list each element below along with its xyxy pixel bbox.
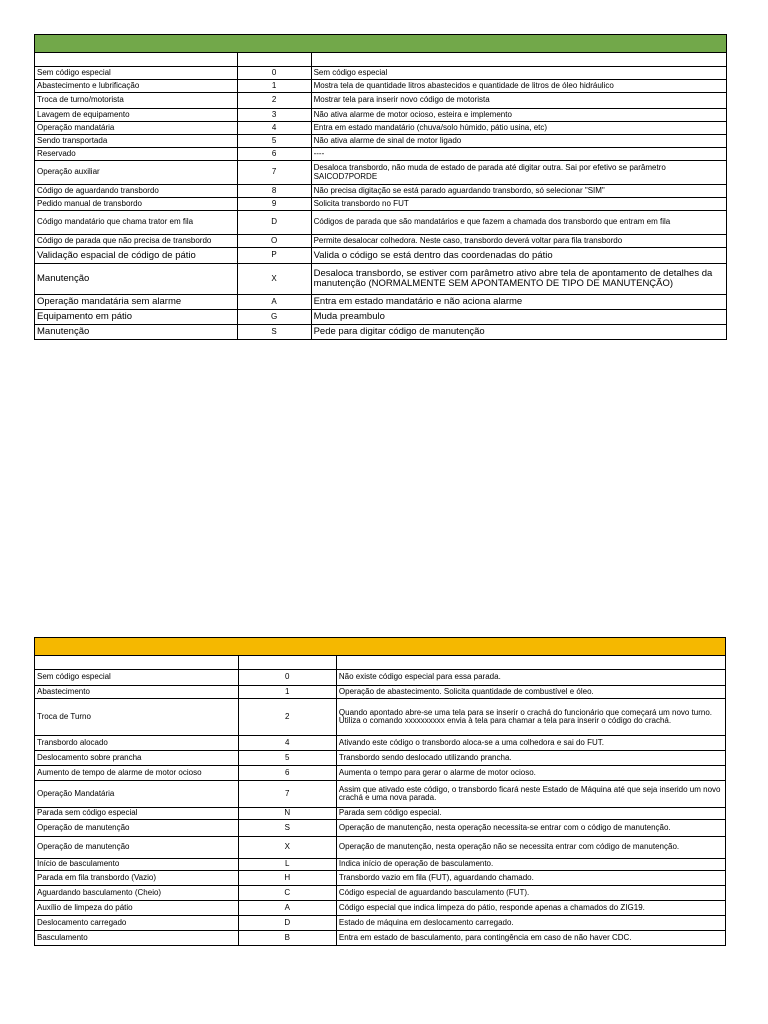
- code-description-cell: Lavagem de equipamento: [35, 109, 238, 122]
- code-value-cell: A: [238, 901, 336, 916]
- code-detail-cell: Não existe código especial para essa parada.: [336, 670, 725, 686]
- code-description-cell: Parada sem código especial: [35, 808, 239, 820]
- code-description-cell: Abastecimento: [35, 686, 239, 699]
- table-body: [35, 67, 727, 340]
- code-value-cell: C: [238, 886, 336, 901]
- code-description-cell: Sendo transportada: [35, 135, 238, 148]
- special-codes-table-1: [34, 34, 727, 340]
- code-detail-cell: Assim que ativado este código, o transbordo ficará neste Estado de Máquina até que seja inserido um novo crachá e uma nova parada.: [336, 781, 725, 808]
- code-description-cell: Auxílio de limpeza do pátio: [35, 901, 239, 916]
- code-description-cell: Operação de manutenção: [35, 837, 239, 859]
- code-description-cell: Operação mandatária sem alarme: [35, 295, 238, 310]
- code-value-cell: L: [238, 859, 336, 871]
- table-row: [35, 67, 727, 80]
- code-detail-cell: Entra em estado mandatário (chuva/solo húmido, pátio usina, etc): [311, 122, 726, 135]
- code-value-cell: A: [237, 295, 311, 310]
- code-value-cell: 1: [238, 686, 336, 699]
- code-value-cell: X: [237, 264, 311, 295]
- code-description-cell: Código mandatário que chama trator em fila: [35, 211, 238, 235]
- table-header-bar: [35, 638, 726, 656]
- code-detail-cell: Operação de manutenção, nesta operação não se necessita entrar com código de manutenção.: [336, 837, 725, 859]
- code-value-cell: G: [237, 310, 311, 325]
- code-value-cell: S: [238, 820, 336, 837]
- code-detail-cell: Mostrar tela para inserir novo código de motorista: [311, 93, 726, 109]
- table-row: [35, 135, 727, 148]
- code-value-cell: 1: [237, 80, 311, 93]
- code-detail-cell: Transbordo sendo deslocado utilizando prancha.: [336, 751, 725, 766]
- code-value-cell: 4: [238, 736, 336, 751]
- code-detail-cell: Quando apontado abre-se uma tela para se inserir o crachá do funcionário que começará um novo turno. Utiliza o comando xxxxxxxxxx envia à tela para chamar a tela para inserir o código do crachá.: [336, 699, 725, 736]
- code-value-cell: 6: [238, 766, 336, 781]
- code-detail-cell: Muda preambulo: [311, 310, 726, 325]
- code-value-cell: 4: [237, 122, 311, 135]
- code-description-cell: Operação de manutenção: [35, 820, 239, 837]
- code-value-cell: O: [237, 235, 311, 248]
- table-row: [35, 901, 726, 916]
- table-row: [35, 211, 727, 235]
- code-detail-cell: Entra em estado mandatário e não aciona alarme: [311, 295, 726, 310]
- code-detail-cell: Desaloca transbordo, se estiver com parâmetro ativo abre tela de apontamento de detalhes da manutenção (NORMALMENTE SEM APONTAMENTO DE TIPO DE MANUTENÇÃO): [311, 264, 726, 295]
- code-description-cell: Basculamento: [35, 931, 239, 946]
- table-row: [35, 871, 726, 886]
- code-detail-cell: ----: [311, 148, 726, 161]
- code-value-cell: 2: [238, 699, 336, 736]
- table-row: [35, 122, 727, 135]
- table-row: [35, 781, 726, 808]
- code-value-cell: D: [238, 916, 336, 931]
- code-detail-cell: Não precisa digitação se está parado aguardando transbordo, só selecionar "SIM": [311, 185, 726, 198]
- table-row: [35, 837, 726, 859]
- code-description-cell: Deslocamento sobre prancha: [35, 751, 239, 766]
- table-row: [35, 235, 727, 248]
- code-description-cell: Reservado: [35, 148, 238, 161]
- code-description-cell: Sem código especial: [35, 67, 238, 80]
- table-row: [35, 886, 726, 901]
- code-detail-cell: Desaloca transbordo, não muda de estado de parada até digitar outra. Sai por efetivo se parâmetro SAICOD7PORDE: [311, 161, 726, 185]
- code-description-cell: Deslocamento carregado: [35, 916, 239, 931]
- code-description-cell: Aguardando basculamento (Cheio): [35, 886, 239, 901]
- code-description-cell: Manutenção: [35, 325, 238, 340]
- code-description-cell: Troca de turno/motorista: [35, 93, 238, 109]
- code-detail-cell: Não ativa alarme de sinal de motor ligado: [311, 135, 726, 148]
- code-value-cell: 5: [237, 135, 311, 148]
- code-detail-cell: Transbordo vazio em fila (FUT), aguardando chamado.: [336, 871, 725, 886]
- code-description-cell: Operação auxiliar: [35, 161, 238, 185]
- code-detail-cell: Código especial de aguardando basculamento (FUT).: [336, 886, 725, 901]
- table-body: [35, 670, 726, 946]
- table-row: [35, 751, 726, 766]
- code-value-cell: 6: [237, 148, 311, 161]
- code-detail-cell: Indica início de operação de basculamento.: [336, 859, 725, 871]
- code-description-cell: Parada em fila transbordo (Vazio): [35, 871, 239, 886]
- code-description-cell: Código de aguardando transbordo: [35, 185, 238, 198]
- code-description-cell: Equipamento em pátio: [35, 310, 238, 325]
- code-description-cell: Código de parada que não precisa de transbordo: [35, 235, 238, 248]
- code-description-cell: Transbordo alocado: [35, 736, 239, 751]
- table-row: [35, 93, 727, 109]
- table-row: [35, 766, 726, 781]
- code-detail-cell: Operação de abastecimento. Solicita quantidade de combustível e óleo.: [336, 686, 725, 699]
- table-row: [35, 325, 727, 340]
- table-row: [35, 310, 727, 325]
- code-value-cell: H: [238, 871, 336, 886]
- table-row: [35, 185, 727, 198]
- code-description-cell: Manutenção: [35, 264, 238, 295]
- code-value-cell: 0: [238, 670, 336, 686]
- code-detail-cell: Pede para digitar código de manutenção: [311, 325, 726, 340]
- table-row: [35, 80, 727, 93]
- code-detail-cell: Códigos de parada que são mandatários e que fazem a chamada dos transbordo que entram em fila: [311, 211, 726, 235]
- code-detail-cell: Operação de manutenção, nesta operação necessita-se entrar com o código de manutenção.: [336, 820, 725, 837]
- code-description-cell: Operação Mandatária: [35, 781, 239, 808]
- code-value-cell: 3: [237, 109, 311, 122]
- code-description-cell: Pedido manual de transbordo: [35, 198, 238, 211]
- code-detail-cell: Não ativa alarme de motor ocioso, esteira e implemento: [311, 109, 726, 122]
- table-row: [35, 295, 727, 310]
- table-row: [35, 148, 727, 161]
- code-detail-cell: Entra em estado de basculamento, para contingência em caso de não haver CDC.: [336, 931, 725, 946]
- code-detail-cell: Estado de máquina em deslocamento carregado.: [336, 916, 725, 931]
- table-row: [35, 808, 726, 820]
- code-description-cell: Abastecimento e lubrificação: [35, 80, 238, 93]
- code-description-cell: Validação espacial de código de pátio: [35, 248, 238, 264]
- code-detail-cell: Valida o código se está dentro das coordenadas do pátio: [311, 248, 726, 264]
- code-description-cell: Início de basculamento: [35, 859, 239, 871]
- table-row: [35, 931, 726, 946]
- code-detail-cell: Mostra tela de quantidade litros abastecidos e quantidade de litros de óleo hidráulico: [311, 80, 726, 93]
- table-header-bar: [35, 35, 727, 53]
- code-description-cell: Aumento de tempo de alarme de motor ocioso: [35, 766, 239, 781]
- code-value-cell: 7: [238, 781, 336, 808]
- code-value-cell: 7: [237, 161, 311, 185]
- code-value-cell: 5: [238, 751, 336, 766]
- code-detail-cell: Parada sem código especial.: [336, 808, 725, 820]
- code-value-cell: B: [238, 931, 336, 946]
- code-value-cell: S: [237, 325, 311, 340]
- code-detail-cell: Permite desalocar colhedora. Neste caso, transbordo deverá voltar para fila transbordo: [311, 235, 726, 248]
- code-detail-cell: Sem código especial: [311, 67, 726, 80]
- code-value-cell: 9: [237, 198, 311, 211]
- code-detail-cell: Solicita transbordo no FUT: [311, 198, 726, 211]
- table-row: [35, 670, 726, 686]
- table-row: [35, 699, 726, 736]
- table-row: [35, 736, 726, 751]
- table-row: [35, 916, 726, 931]
- code-description-cell: Operação mandatária: [35, 122, 238, 135]
- table-row: [35, 264, 727, 295]
- special-codes-table-2: [34, 637, 726, 946]
- table-row: [35, 198, 727, 211]
- code-value-cell: N: [238, 808, 336, 820]
- table-blank-row: [35, 53, 727, 67]
- table-row: [35, 859, 726, 871]
- table-row: [35, 820, 726, 837]
- table-row: [35, 248, 727, 264]
- table-row: [35, 109, 727, 122]
- code-description-cell: Sem código especial: [35, 670, 239, 686]
- code-value-cell: 2: [237, 93, 311, 109]
- code-description-cell: Troca de Turno: [35, 699, 239, 736]
- code-detail-cell: Ativando este código o transbordo aloca-se a uma colhedora e sai do FUT.: [336, 736, 725, 751]
- code-value-cell: D: [237, 211, 311, 235]
- table-row: [35, 161, 727, 185]
- code-value-cell: 0: [237, 67, 311, 80]
- code-value-cell: X: [238, 837, 336, 859]
- table-row: [35, 686, 726, 699]
- code-detail-cell: Código especial que indica limpeza do pátio, responde apenas a chamados do ZIG19.: [336, 901, 725, 916]
- code-value-cell: P: [237, 248, 311, 264]
- code-detail-cell: Aumenta o tempo para gerar o alarme de motor ocioso.: [336, 766, 725, 781]
- code-value-cell: 8: [237, 185, 311, 198]
- table-blank-row: [35, 656, 726, 670]
